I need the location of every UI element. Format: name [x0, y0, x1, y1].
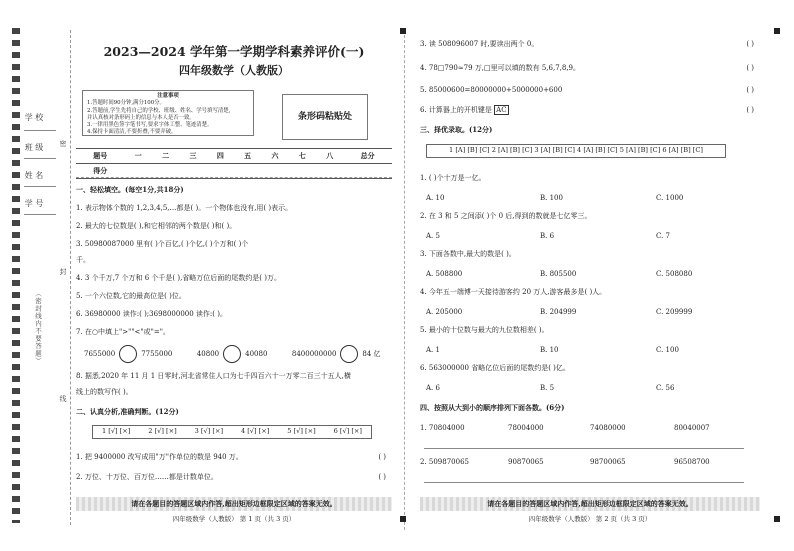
answer-paren[interactable]: ( ) [746, 40, 754, 48]
note-item: 3.一律用黑色签字笔书写,要求字体工整、笔迹清楚。 [87, 122, 213, 129]
option-b[interactable]: B. 5 [540, 384, 555, 392]
option-a[interactable]: A. 508800 [426, 270, 463, 278]
s3-q4[interactable]: 4. 今年五一端博一天接待游客约 20 万人,游客最多是( )人。 [420, 288, 607, 296]
order-number: 1. 70804000 [420, 424, 465, 432]
s1-q7-compare-row [84, 345, 400, 363]
order-number: 90870065 [508, 458, 544, 466]
judge-answer-6[interactable]: 6 [√] [×] [333, 427, 362, 436]
judge-answer-2[interactable]: 2 [√] [×] [148, 427, 177, 436]
option-a[interactable]: A. 10 [426, 194, 445, 202]
barcode-label: 条形码粘贴处 [297, 111, 352, 122]
s2-q6 [420, 106, 760, 114]
s2-q1 [76, 453, 392, 461]
s2-q1-text: 1. 把 9400000 改写成用"万"作单位的数是 940 万。 [76, 453, 243, 461]
compare-left-value: 40800 [196, 350, 220, 358]
barcode-area [282, 94, 368, 140]
sidebar-number [10, 198, 58, 209]
option-c[interactable]: C. 56 [656, 384, 675, 392]
compare-right-value: 40080 [245, 350, 268, 358]
order-number: 78004000 [508, 424, 544, 432]
page-divider [404, 30, 405, 530]
s4-q2-answer-line[interactable] [424, 482, 744, 483]
answer-paren[interactable]: ( ) [746, 86, 754, 94]
score-table [76, 148, 392, 179]
footer-warning-1: 请在各题目的答题区域内作答,超出矩形边框限定区域的答案无效。 [76, 497, 392, 511]
option-c[interactable]: C. 7 [656, 232, 671, 240]
order-number: 96508700 [674, 458, 710, 466]
score-cell: 总分 [343, 149, 392, 164]
s1-q5[interactable]: 5. 一个六位数,它的最高位是( )位。 [76, 292, 186, 300]
sidebar-rule [24, 130, 56, 131]
exam-page-1 [76, 34, 392, 481]
option-b[interactable]: B. 100 [540, 194, 563, 202]
option-b[interactable]: B. 10 [540, 346, 559, 354]
s3-q3[interactable]: 3. 下面各数中,最大的数是( )。 [420, 250, 516, 258]
left-stripe [12, 28, 20, 523]
choice-answer-row[interactable]: 1 [A] [B] [C] 2 [A] [B] [C] 3 [A] [B] [C] 4 [A] [B] [C] 5 [A] [B] [C] 6 [A] [B] [C] [449, 146, 703, 155]
seal-char-xian: 线 [59, 395, 67, 403]
option-c[interactable]: C. 1000 [656, 194, 684, 202]
s2-q6-text: 6. 计算器上的开机键是 [420, 106, 492, 114]
answer-paren[interactable]: ( ) [378, 453, 386, 461]
seal-char-feng: 封 [59, 268, 67, 276]
sidebar-rule [24, 186, 56, 187]
score-cell: 二 [152, 149, 179, 164]
name-label: 姓 名 [24, 171, 44, 180]
corner-mark [774, 28, 780, 34]
judge-answer-3[interactable]: 3 [√] [×] [194, 427, 224, 436]
option-c[interactable]: C. 100 [656, 346, 679, 354]
sidebar-rule [24, 158, 56, 159]
order-number: 98700065 [590, 458, 626, 466]
answer-paren[interactable]: ( ) [746, 64, 754, 72]
answer-paren[interactable]: ( ) [378, 473, 386, 481]
answer-paren[interactable]: ( ) [746, 106, 754, 114]
corner-mark [400, 28, 406, 34]
s3-q6[interactable]: 6. 563000000 省略亿位后面的尾数约是( )亿。 [420, 364, 570, 372]
s1-q1[interactable]: 1. 表示物体个数的 1,2,3,4,5,…都是( )。一个物体也没有,用( )表示。 [76, 204, 293, 212]
notes-box [82, 90, 254, 136]
s2-q4-text: 4. 78□790≈79 万,□里可以填的数有 5,6,7,8,9。 [420, 64, 581, 72]
corner-mark [400, 516, 406, 522]
s2-q3-text: 3. 读 508096007 时,要读出两个 0。 [420, 40, 539, 48]
s1-q3[interactable]: 3. 50980087000 里有( )个百亿,( )个亿,( )个万和( )个 [76, 240, 249, 248]
compare-right-value: 7755000 [141, 350, 173, 358]
score-cell: 五 [234, 149, 261, 164]
footer-page-1: 四年级数学（人教版） 第 1 页（共 3 页） [172, 515, 296, 523]
s2-q3 [420, 40, 760, 48]
section-divider [76, 177, 392, 178]
s3-q1[interactable]: 1. ( )个十万是一亿。 [420, 174, 486, 182]
choice-answer-box[interactable] [426, 144, 726, 158]
note-item: 4.保持卡面清洁,不要折叠,不要弄破。 [87, 129, 177, 136]
s2-q5 [420, 86, 760, 94]
s2-q5-text: 5. 85000600=80000000+5000000+600 [420, 86, 563, 94]
note-item: 1.答题时间90分钟,满分100分。 [87, 100, 165, 107]
compare-circle[interactable] [223, 345, 241, 363]
s1-q8-cont[interactable]: 线上的数写作( )。 [76, 388, 133, 396]
corner-mark [774, 516, 780, 522]
score-cell: 得分 [76, 164, 125, 179]
order-number: 74080000 [590, 424, 626, 432]
option-b[interactable]: B. 6 [540, 232, 555, 240]
option-a[interactable]: A. 1 [426, 346, 440, 354]
s1-q6[interactable]: 6. 36980000 读作:( );3698000000 读作:( )。 [76, 310, 227, 318]
compare-circle[interactable] [119, 345, 137, 363]
school-label: 学 校 [24, 113, 44, 122]
s3-q2[interactable]: 2. 在 3 和 5 之间添( )个 0 后,得到的数就是七亿零三。 [420, 212, 592, 220]
score-cell: 六 [261, 149, 288, 164]
score-cell: 七 [289, 149, 316, 164]
footer-warning-2: 请在各题目的答题区域内作答,超出矩形边框限定区域的答案无效。 [420, 497, 760, 511]
section2-title: 二、认真分析,准确判断。(12分) [76, 407, 179, 416]
s2-q2-text: 2. 万位、十万位、百万位……都是计数单位。 [76, 473, 218, 481]
option-b[interactable]: B. 204999 [540, 308, 577, 316]
score-cell: 题号 [76, 149, 125, 164]
judge-answer-1[interactable]: 1 [√] [×] [101, 427, 131, 436]
score-cell: 三 [179, 149, 206, 164]
ac-key: AC [496, 106, 507, 114]
s2-q2 [76, 473, 392, 481]
option-c[interactable]: C. 209999 [656, 308, 693, 316]
s2-q4 [420, 64, 760, 72]
compare-right-value: 84 亿 [362, 350, 381, 358]
sidebar-name [10, 170, 58, 181]
s1-q4[interactable]: 4. 3 个千万,7 个万和 6 个千是( ),省略万位后面的尾数约是( )万。 [76, 274, 281, 282]
s1-q2[interactable]: 2. 最大的七位数是( ),和它相邻的两个数是( )和( )。 [76, 222, 237, 230]
compare-left-value: 7655000 [84, 350, 116, 358]
score-cell: 四 [207, 149, 234, 164]
option-a[interactable]: A. 5 [426, 232, 440, 240]
seal-side-note: （密封线内不要答题） [34, 290, 42, 365]
order-number: 80040007 [674, 424, 710, 432]
judge-answer-4[interactable]: 4 [√] [×] [240, 427, 270, 436]
notes-title: 注意事项 [157, 93, 179, 99]
compare-left-value: 8400000000 [291, 350, 337, 358]
sidebar-rule [24, 214, 56, 215]
sidebar-school [10, 112, 58, 123]
sidebar-class [10, 142, 58, 153]
exam-subtitle: 四年级数学（人教版） [179, 64, 289, 77]
section1-title: 一、轻松填空。(每空1分,共18分) [76, 185, 184, 194]
option-a[interactable]: A. 205000 [426, 308, 463, 316]
option-c[interactable]: C. 508080 [656, 270, 693, 278]
s1-q7: 7. 在○中填上">""<"或"="。 [76, 328, 170, 336]
class-label: 班 级 [24, 143, 44, 152]
compare-circle[interactable] [340, 345, 358, 363]
s4-q1-answer-line[interactable] [424, 448, 744, 449]
section3-title: 三、择优录取。(12分) [420, 125, 493, 134]
option-b[interactable]: B. 805500 [540, 270, 577, 278]
note-item: 2.答题前,学生先将自己的学校、班级、姓名、学号填写清楚, [87, 107, 231, 114]
score-row-header [76, 149, 392, 164]
footer-page-2: 四年级数学（人教版） 第 2 页（共 3 页） [528, 515, 652, 523]
seal-line [70, 30, 71, 525]
s1-q3-cont: 千。 [76, 256, 90, 264]
seal-char-mi: 密 [59, 140, 67, 148]
option-a[interactable]: A. 6 [426, 384, 440, 392]
section4-title: 四、按照从大到小的顺序排列下面各数。(6分) [420, 403, 565, 412]
score-cell: 八 [316, 149, 343, 164]
score-cell: 一 [125, 149, 152, 164]
exam-title: 2023—2024 学年第一学期学科素养评价(一) [103, 44, 365, 59]
note-item: 并认真核对条形码上的信息与本人是否一致。 [87, 114, 195, 121]
s1-q8: 8. 据悉,2020 年 11 月 1 日零时,河北省常住人口为七千四百六十一万零二百三十五人,横 [76, 372, 351, 380]
judge-answer-box[interactable] [92, 425, 372, 439]
s3-q5[interactable]: 5. 最小的十位数与最大的九位数相差( )。 [420, 326, 549, 334]
order-number: 2. 509870065 [420, 458, 469, 466]
number-label: 学 号 [24, 199, 44, 208]
judge-answer-5[interactable]: 5 [√] [×] [287, 427, 316, 436]
